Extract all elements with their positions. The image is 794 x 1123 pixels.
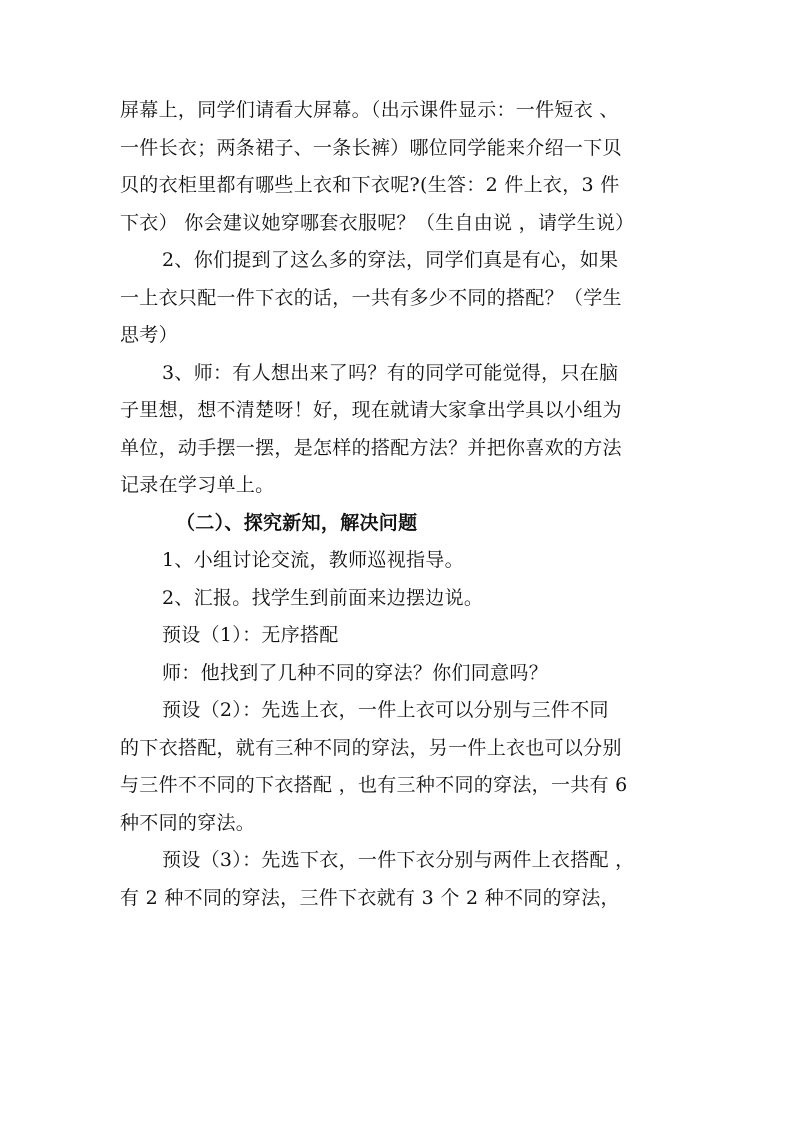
text-line: 3、师：有人想出来了吗？有的同学可能觉得，只在脑 [162,361,619,384]
text-line: 预设（1）：无序搭配 [162,624,339,646]
text-line: 种不同的穿法。 [120,811,256,834]
text-line: 一件长衣；两条裙子、一条长裤）哪位同学能来介绍一下贝 [120,136,622,159]
text-line: 2、你们提到了这么多的穿法，同学们真是有心，如果 [162,249,619,271]
text-line: 有 2 种不同的穿法，三件下衣就有 3 个 2 种不同的穿法， [120,886,620,909]
text-line: 预设（3）：先选下衣，一件下衣分别与两件上衣搭配 ， [162,849,635,871]
document-body [120,92,676,917]
text-line: 1、小组讨论交流，教师巡视指导。 [162,549,464,571]
text-line: 预设（2）：先选上衣，一件上衣可以分别与三件不同 [162,699,609,721]
text-line: 思考） [120,324,178,346]
text-line: 子里想，想不清楚呀！好，现在就请大家拿出学具以小组为 [120,399,622,421]
text-line: 2、汇报。找学生到前面来边摆边说。 [162,586,484,609]
text-line: 单位，动手摆一摆，是怎样的搭配方法？并把你喜欢的方法 [120,436,622,459]
text-line: 的下衣搭配，就有三种不同的穿法，另一件上衣也可以分别 [120,736,622,759]
text-line: 与三件不不同的下衣搭配 ，也有三种不同的穿法，一共有 6 [120,774,628,796]
section-heading: （二）、探究新知，解决问题 [176,511,418,534]
text-line: 记录在学习单上。 [120,474,275,496]
text-line: 一上衣只配一件下衣的话，一共有多少不同的搭配？（学生 [120,286,622,309]
text-line: 下衣） 你会建议她穿哪套衣服呢？（生自由说 ，请学生说） [120,211,635,234]
text-line: 师：他找到了几种不同的穿法？你们同意吗？ [162,661,549,684]
text-line: 贝的衣柜里都有哪些上衣和下衣呢?(生答：2 件上衣，3 件 [120,174,620,196]
text-line: 屏幕上，同学们请看大屏幕。（出示课件显示：一件短衣 、 [120,99,619,121]
